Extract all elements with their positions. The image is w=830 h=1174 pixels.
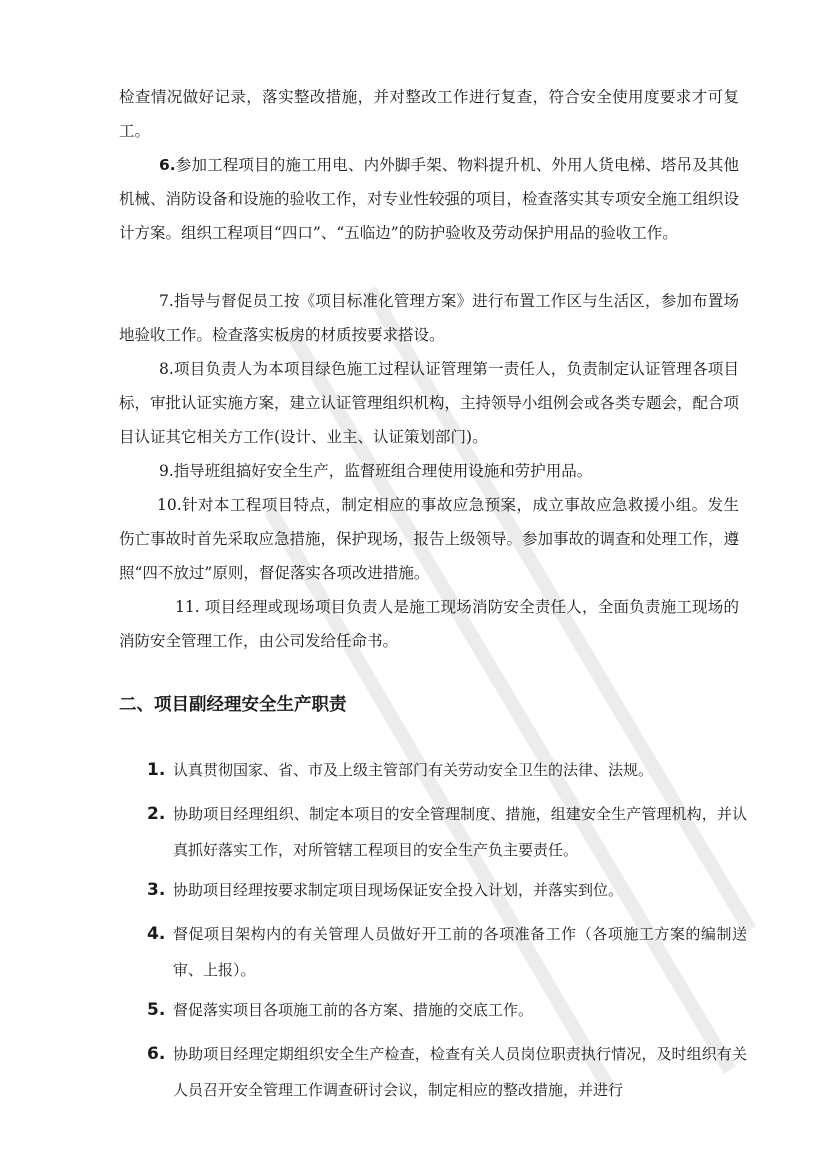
list-item-text: 认真贯彻国家、省、市及上级主管部门有关劳动安全卫生的法律、法规。	[173, 761, 654, 779]
list-item-number: 1.	[147, 760, 166, 780]
paragraph-11: 11. 项目经理或现场项目负责人是施工现场消防安全责任人，全面负责施工现场的消防安全管理工作，由公司发给任命书。	[119, 598, 739, 650]
list-item-text: 协助项目经理定期组织安全生产检查，检查有关人员岗位职责执行情况，及时组织有关人员召开安全管理工作调查研讨会议，制定相应的整改措施，并进行	[173, 1045, 747, 1099]
list-item-number: 3.	[147, 880, 166, 900]
list-item-text: 协助项目经理按要求制定项目现场保证安全投入计划，并落实到位。	[173, 881, 624, 899]
list-item	[147, 752, 747, 788]
paragraph-6	[119, 148, 739, 250]
list-item-number: 5.	[147, 1000, 166, 1020]
list-item-text: 协助项目经理组织、制定本项目的安全管理制度、措施，组建安全生产管理机构，并认真抓好落实工作，对所管辖工程项目的安全生产负主要责任。	[173, 805, 747, 859]
paragraph-9: 9.指导班组搞好安全生产，监督班组合理使用设施和劳护用品。	[159, 462, 593, 480]
list-item	[147, 1036, 747, 1108]
list-item-text: 督促项目架构内的有关管理人员做好开工前的各项准备工作（各项施工方案的编制送审、上报）。	[173, 925, 747, 979]
paragraph-6-number: 6.	[159, 156, 176, 174]
list-item-text: 督促落实项目各项施工前的各方案、措施的交底工作。	[173, 1001, 534, 1019]
list-item-number: 6.	[147, 1044, 166, 1064]
list-item-number: 2.	[147, 804, 166, 824]
list-item	[147, 992, 747, 1028]
list-item-number: 4.	[147, 924, 166, 944]
paragraph-10: 10.针对本工程项目特点，制定相应的事故应急预案，成立事故应急救援小组。发生伤亡事故时首先采取应急措施，保护现场，报告上级领导。参加事故的调查和处理工作，遵照“四不放过”原则，督促落实各项改进措施。	[119, 496, 740, 582]
paragraph-8: 8.项目负责人为本项目绿色施工过程认证管理第一责任人，负责制定认证管理各项目标，审批认证实施方案，建立认证管理组织机构，主持领导小组例会或各类专题会，配合项目认证其它相关方工作(设计、业主、认证策划部门)。	[119, 360, 740, 446]
section-2-title: 二、项目副经理安全生产职责	[119, 695, 347, 715]
list-item	[147, 796, 747, 868]
paragraph-6-text: 参加工程项目的施工用电、内外脚手架、物料提升机、外用人货电梯、塔吊及其他机械、消防设备和设施的验收工作，对专业性较强的项目，检查落实其专项安全施工组织设计方案。组织工程项目“四口”、“五临边”的防护验收及劳动保护用品的验收工作。	[119, 156, 740, 242]
paragraph-7: 7.指导与督促员工按《项目标准化管理方案》进行布置工作区与生活区，参加布置场地验收工作。检查落实板房的材质按要求搭设。	[119, 292, 739, 344]
list-item	[147, 872, 747, 908]
list-item	[147, 916, 747, 988]
paragraph-5-continued: 检查情况做好记录，落实整改措施，并对整改工作进行复查，符合安全使用度要求才可复工。	[119, 88, 739, 140]
